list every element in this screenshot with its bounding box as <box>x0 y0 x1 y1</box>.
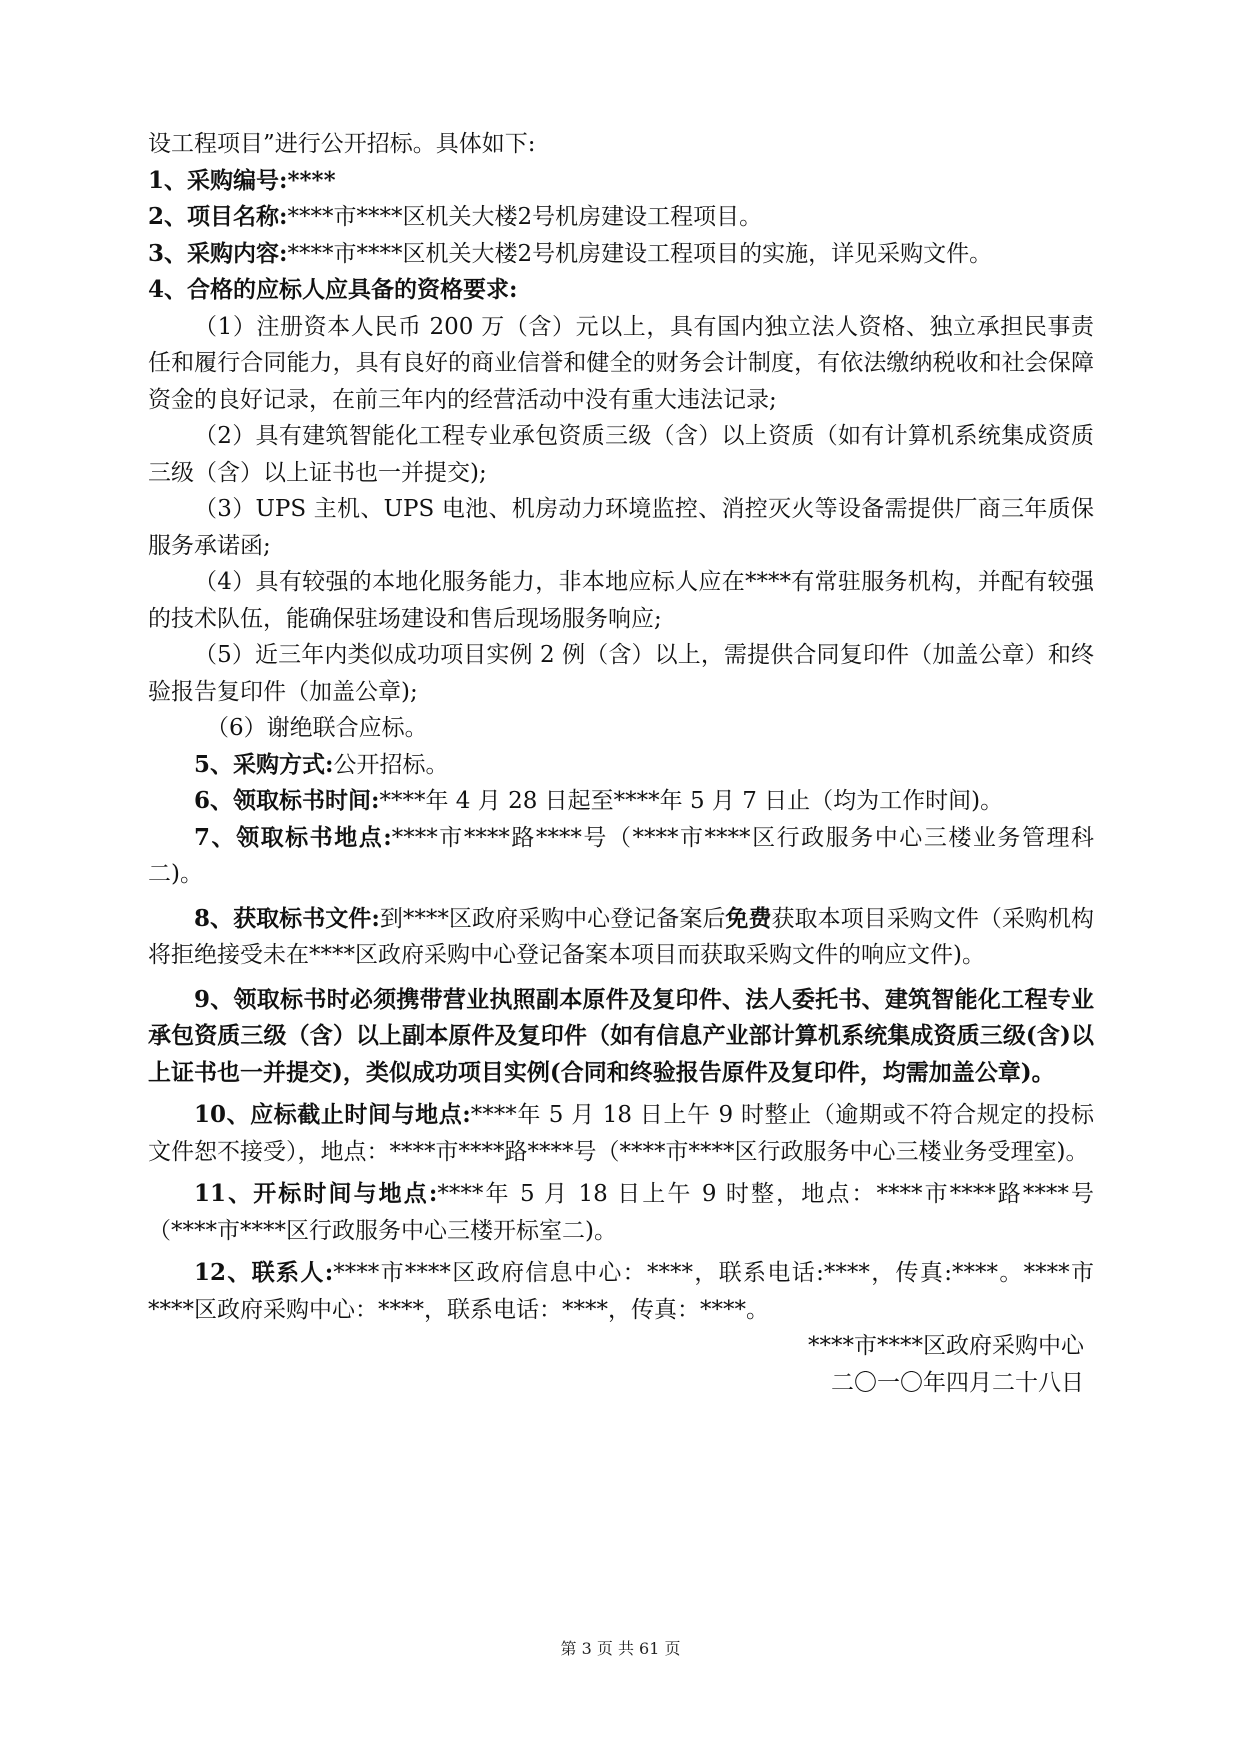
item-project-name <box>148 199 1094 236</box>
item-label: 10、应标截止时间与地点: <box>194 1101 471 1128</box>
document-body <box>148 126 1094 1401</box>
intro-tail: 设工程项目”进行公开招标。具体如下: <box>148 131 536 157</box>
requirement-6: （6）谢绝联合应标。 <box>206 715 428 741</box>
item-purchase-number <box>148 163 1094 200</box>
item-label: 4、合格的应标人应具备的资格要求: <box>148 276 518 303</box>
requirement-2: （2）具有建筑智能化工程专业承包资质三级（含）以上资质（如有计算机系统集成资质三级（含）以上证书也一并提交); <box>148 423 1094 486</box>
item-purchase-content <box>148 236 1094 273</box>
item-value: ****市****区政府信息中心：****，联系电话:****，传真:****。****市****区政府采购中心：****，联系电话：****，传真：****。 <box>148 1260 1095 1323</box>
requirement-3: （3）UPS 主机、UPS 电池、机房动力环境监控、消控灭火等设备需提供厂商三年质保服务承诺函; <box>148 496 1094 559</box>
item-qualifications <box>148 272 1094 309</box>
item-value: 公开招标。 <box>333 751 449 778</box>
item-contacts <box>148 1255 1094 1328</box>
item-value: ****市****区机关大楼2号机房建设工程项目的实施，详见采购文件。 <box>287 240 993 267</box>
item-value: ****年 4 月 28 日起至****年 5 月 7 日止（均为工作时间)。 <box>379 788 1004 814</box>
item-label: 12、联系人: <box>194 1259 334 1286</box>
item-label: 3、采购内容: <box>148 239 288 267</box>
item-label: 2、项目名称: <box>148 203 288 230</box>
item-tender-pickup-time <box>148 783 1094 820</box>
page-number-footer: 第 3 页 共 61 页 <box>560 1639 681 1658</box>
item-label: 8、获取标书文件: <box>194 904 380 932</box>
item-label: 5、采购方式: <box>194 750 334 778</box>
signature-org: ****市****区政府采购中心 <box>808 1333 1084 1359</box>
item-required-documents <box>148 982 1094 1092</box>
requirement-4: （4）具有较强的本地化服务能力，非本地应标人应在****有常驻服务机构，并配有较强的技术队伍，能确保驻场建设和售后现场服务响应; <box>148 569 1094 632</box>
item-bid-deadline <box>148 1097 1094 1170</box>
item-obtain-tender <box>148 901 1094 974</box>
item-value: ****市****区机关大楼2号机房建设工程项目。 <box>287 204 763 230</box>
signature-date: 二〇一〇年四月二十八日 <box>831 1369 1084 1396</box>
item-value: 到****区政府采购中心登记备案后 <box>379 905 726 932</box>
item-bid-opening <box>148 1176 1094 1249</box>
requirement-1: （1）注册资本人民币 200 万（含）元以上，具有国内独立法人资格、独立承担民事责任和履行合同能力，具有良好的商业信誉和健全的财务会计制度，有依法缴纳税收和社会保障资金的良好记录，在前三年内的经营活动中没有重大违法记录; <box>148 313 1094 413</box>
item-value: ****年 5 月 18 日上午 9 时整止（逾期或不符合规定的投标文件恕不接受），地点：****市****路****号（****市****区行政服务中心三楼业务受理室)。 <box>148 1102 1095 1165</box>
item-value-cont: 获取本项目采购文件（采购机构将拒绝接受未在****区政府采购中心登记备案本项目而获取采购文件的响应文件)。 <box>148 905 1095 968</box>
item-label: 6、领取标书时间: <box>194 787 380 814</box>
item-label: 1、采购编号: <box>148 166 288 194</box>
free-emphasis: 免费 <box>725 904 772 932</box>
item-value: **** <box>287 166 336 194</box>
item-purchase-method <box>148 747 1094 784</box>
item-tender-pickup-place <box>148 820 1094 893</box>
item-label: 7、领取标书地点: <box>194 823 392 851</box>
item-text: 9、领取标书时必须携带营业执照副本原件及复印件、法人委托书、建筑智能化工程专业承包资质三级（含）以上副本原件及复印件（如有信息产业部计算机系统集成资质三级(含)以上证书也一并提交)，类似成功项目实例(合同和终验报告原件及复印件，均需加盖公章)。 <box>148 985 1094 1086</box>
item-value: ****市****路****号（****市****区行政服务中心三楼业务管理科二)。 <box>148 824 1095 887</box>
item-value: ****年 5 月 18 日上午 9 时整，地点：****市****路****号（****市****区行政服务中心三楼开标室二)。 <box>148 1181 1094 1244</box>
item-label: 11、开标时间与地点: <box>194 1180 438 1207</box>
requirement-5: （5）近三年内类似成功项目实例 2 例（含）以上，需提供合同复印件（加盖公章）和终验报告复印件（加盖公章); <box>148 642 1094 705</box>
